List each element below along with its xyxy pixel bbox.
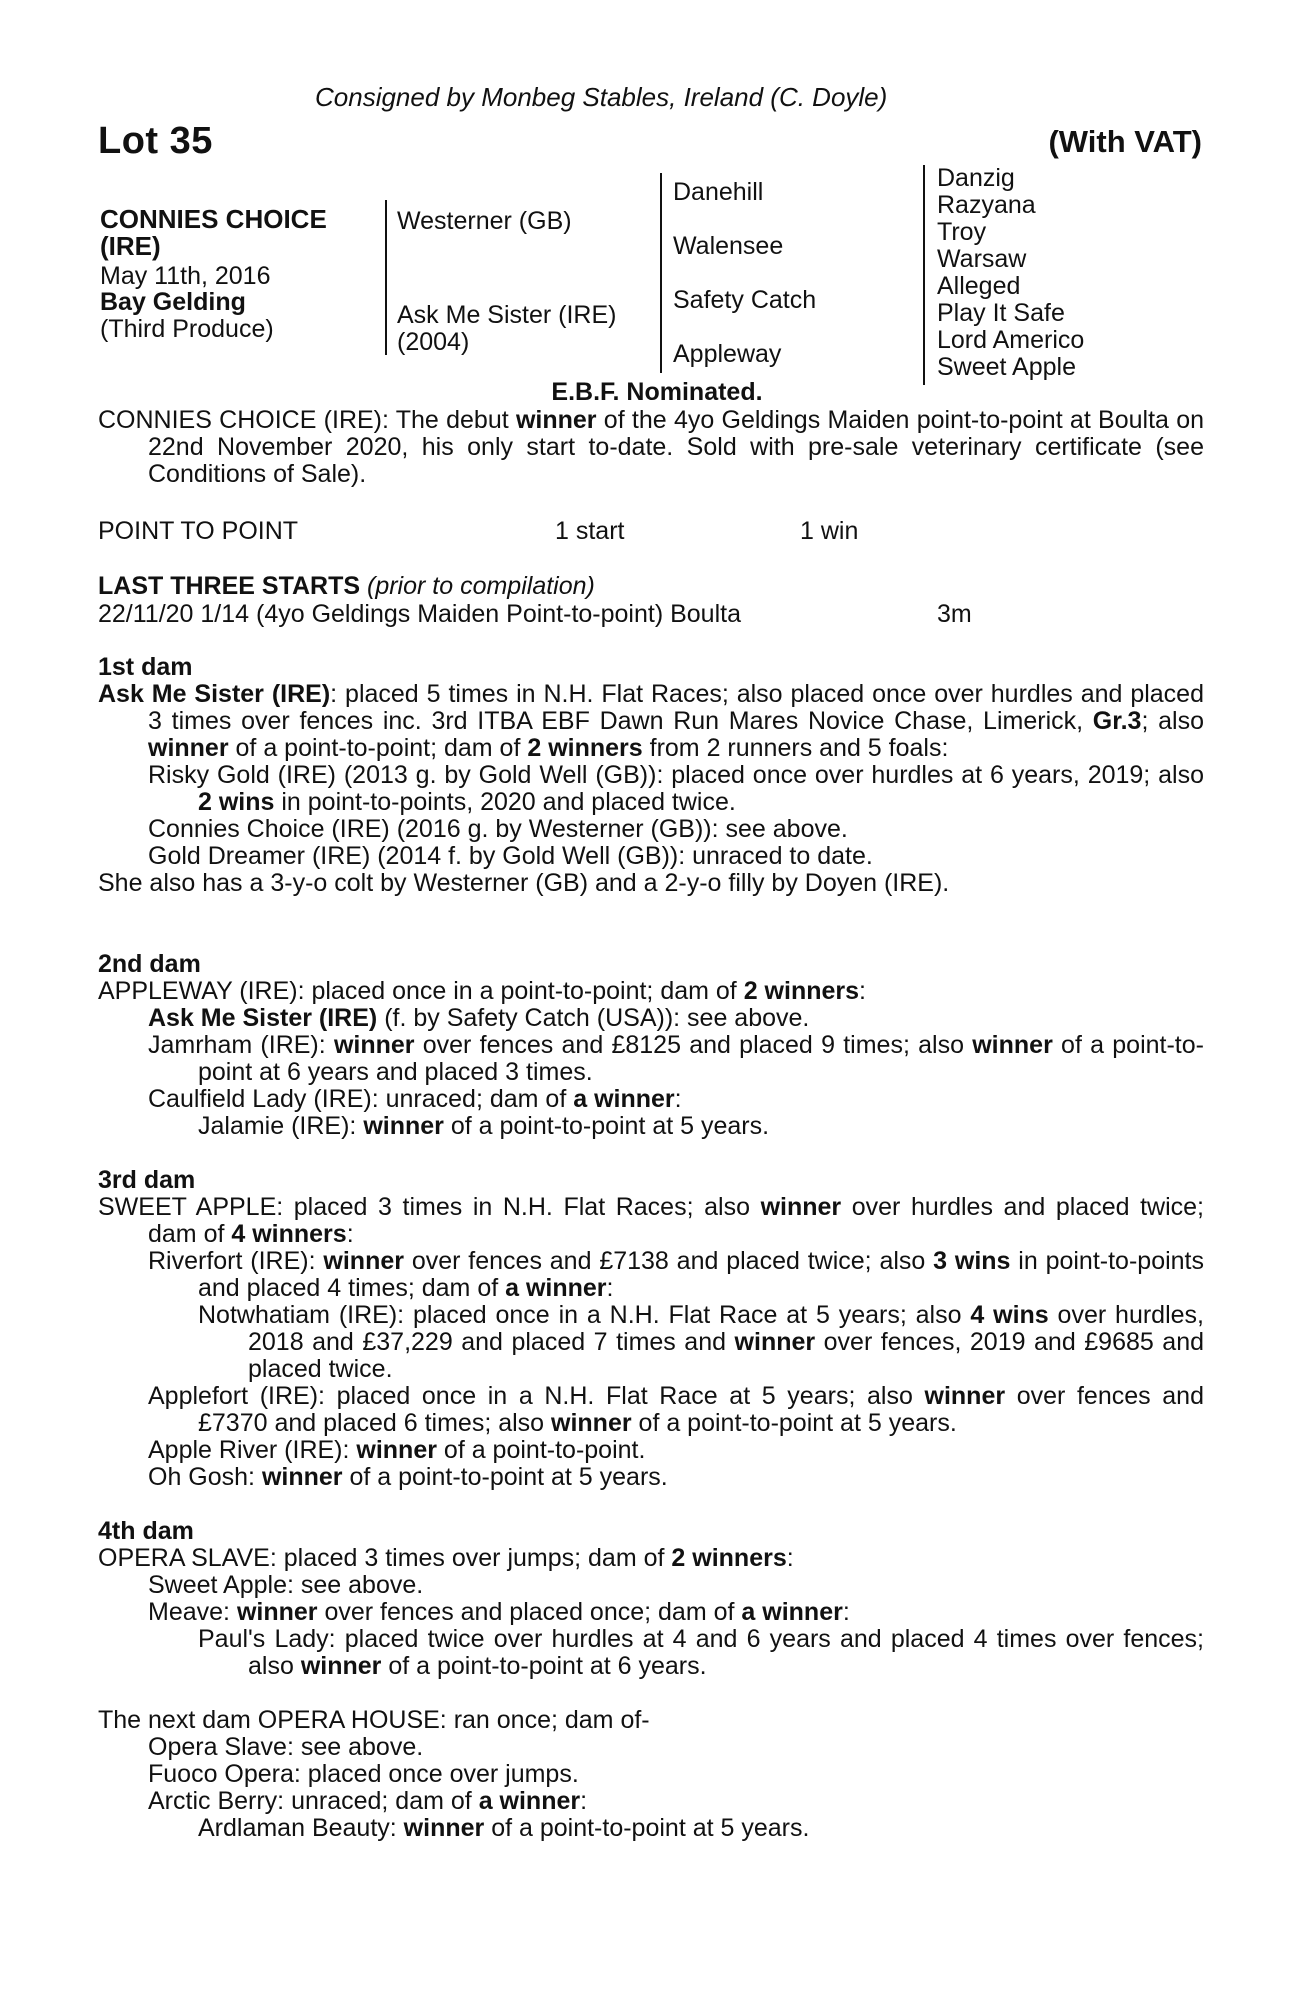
first-dam-also: She also has a 3-y-o colt by Westerner (GB) and a 2-y-o filly by Doyen (IRE). bbox=[98, 869, 950, 897]
horse-dob: May 11th, 2016 bbox=[100, 262, 271, 290]
pedigree-gen3-8: Sweet Apple bbox=[937, 353, 1076, 381]
next-dam-text: The next dam OPERA HOUSE: ran once; dam of- bbox=[98, 1706, 650, 1734]
pedigree-gen2-4: Appleway bbox=[673, 340, 782, 368]
pedigree-gen3-1: Danzig bbox=[937, 164, 1015, 192]
next-dam-grandproduce-1: Ardlaman Beauty: winner of a point-to-point at 5 years. bbox=[198, 1814, 810, 1842]
second-dam-produce-1: Ask Me Sister (IRE) (f. by Safety Catch (USA)): see above. bbox=[148, 1004, 810, 1032]
pedigree-bracket-2 bbox=[660, 173, 662, 373]
pedigree-gen3-2: Razyana bbox=[937, 191, 1036, 219]
horse-name: CONNIES CHOICE (IRE) bbox=[100, 204, 327, 261]
first-dam-section bbox=[98, 654, 1204, 897]
pedigree-gen3-3: Troy bbox=[937, 218, 987, 246]
first-dam-text: Ask Me Sister (IRE): placed 5 times in N.H. Flat Races; also placed once over hurdles and placed 3 times over fences inc. 3rd ITBA EBF Dawn Run Mares Novice Chase, Limerick, Gr.3; also winner of a point-to-point; dam of 2 winners from 2 runners and 5 foals: bbox=[98, 680, 1204, 762]
second-dam-produce-2: Jamrham (IRE): winner over fences and £8125 and placed 9 times; also winner of a point-to-point at 6 years and placed 3 times. bbox=[148, 1031, 1204, 1086]
pedigree-gen2-2: Walensee bbox=[673, 232, 784, 260]
horse-sex: Bay Gelding bbox=[100, 288, 246, 316]
pedigree-sire: Westerner (GB) bbox=[397, 207, 572, 235]
vat-note: (With VAT) bbox=[1048, 124, 1202, 159]
fourth-dam-heading: 4th dam bbox=[98, 1517, 194, 1545]
pedigree-gen2-3: Safety Catch bbox=[673, 286, 817, 314]
pedigree-dam: Ask Me Sister (IRE) bbox=[397, 301, 617, 329]
last-starts-row: 22/11/20 1/14 (4yo Geldings Maiden Point-to-point) Boulta bbox=[98, 600, 741, 628]
pedigree-gen2-1: Danehill bbox=[673, 178, 764, 206]
next-dam-section bbox=[98, 1707, 1204, 1842]
fourth-dam-section bbox=[98, 1518, 1204, 1680]
record-wins: 1 win bbox=[800, 517, 859, 545]
third-dam-produce-3: Apple River (IRE): winner of a point-to-point. bbox=[148, 1436, 646, 1464]
pedigree-bracket-3 bbox=[923, 165, 925, 385]
third-dam-produce-1: Riverfort (IRE): winner over fences and £7138 and placed twice; also 3 wins in point-to-points and placed 4 times; dam of a winner: bbox=[148, 1247, 1204, 1302]
third-dam-produce-2: Applefort (IRE): placed once in a N.H. Flat Race at 5 years; also winner over fences and £7370 and placed 6 times; also winner of a point-to-point at 5 years. bbox=[148, 1382, 1204, 1437]
fourth-dam-produce-1: Sweet Apple: see above. bbox=[148, 1571, 424, 1599]
first-dam-produce-2: Connies Choice (IRE) (2016 g. by Westerner (GB)): see above. bbox=[148, 815, 848, 843]
pedigree-bracket-1 bbox=[385, 200, 387, 355]
fourth-dam-text: OPERA SLAVE: placed 3 times over jumps; dam of 2 winners: bbox=[98, 1544, 794, 1572]
pedigree-gen3-7: Lord Americo bbox=[937, 326, 1085, 354]
first-dam-produce-1: Risky Gold (IRE) (2013 g. by Gold Well (GB)): placed once over hurdles at 6 years, 2019; also 2 wins in point-to-points, 2020 and placed twice. bbox=[148, 761, 1204, 816]
fourth-dam-grandproduce-1: Paul's Lady: placed twice over hurdles at 4 and 6 years and placed 4 times over fences; also winner of a point-to-point at 6 years. bbox=[198, 1625, 1204, 1680]
race-summary: CONNIES CHOICE (IRE): The debut winner of the 4yo Geldings Maiden point-to-point at Boulta on 22nd November 2020, his only start to-date. Sold with pre-sale veterinary certificate (see Conditions of Sale). bbox=[98, 406, 1204, 488]
third-dam-text: SWEET APPLE: placed 3 times in N.H. Flat Races; also winner over hurdles and placed twice; dam of 4 winners: bbox=[98, 1193, 1204, 1248]
third-dam-produce-4: Oh Gosh: winner of a point-to-point at 5 years. bbox=[148, 1463, 668, 1491]
third-dam-grandproduce-1: Notwhatiam (IRE): placed once in a N.H. Flat Race at 5 years; also 4 wins over hurdles, 2018 and £37,229 and placed 7 times and winner over fences, 2019 and £9685 and placed twice. bbox=[198, 1301, 1205, 1383]
pedigree-gen3-6: Play It Safe bbox=[937, 299, 1065, 327]
last-starts-heading: LAST THREE STARTS (prior to compilation) bbox=[98, 572, 595, 600]
next-dam-produce-1: Opera Slave: see above. bbox=[148, 1733, 424, 1761]
second-dam-heading: 2nd dam bbox=[98, 950, 201, 978]
consignor-line: Consigned by Monbeg Stables, Ireland (C. Doyle) bbox=[315, 82, 888, 112]
pedigree-gen3-4: Warsaw bbox=[937, 245, 1027, 273]
third-dam-section bbox=[98, 1167, 1204, 1491]
ebf-note: E.B.F. Nominated. bbox=[551, 378, 763, 406]
second-dam-produce-3: Caulfield Lady (IRE): unraced; dam of a winner: bbox=[148, 1085, 682, 1113]
second-dam-section bbox=[98, 951, 1204, 1140]
last-starts-distance: 3m bbox=[937, 600, 972, 628]
third-dam-heading: 3rd dam bbox=[98, 1166, 196, 1194]
second-dam-text: APPLEWAY (IRE): placed once in a point-to-point; dam of 2 winners: bbox=[98, 977, 866, 1005]
horse-produce: (Third Produce) bbox=[100, 315, 274, 343]
second-dam-grandproduce-1: Jalamie (IRE): winner of a point-to-point at 5 years. bbox=[198, 1112, 770, 1140]
first-dam-heading: 1st dam bbox=[98, 653, 193, 681]
next-dam-produce-3: Arctic Berry: unraced; dam of a winner: bbox=[148, 1787, 588, 1815]
pedigree-dam-year: (2004) bbox=[397, 328, 470, 356]
lot-number: Lot 35 bbox=[98, 120, 213, 162]
fourth-dam-produce-2: Meave: winner over fences and placed once; dam of a winner: bbox=[148, 1598, 850, 1626]
pedigree-gen3-5: Alleged bbox=[937, 272, 1021, 300]
record-starts: 1 start bbox=[555, 517, 625, 545]
next-dam-produce-2: Fuoco Opera: placed once over jumps. bbox=[148, 1760, 579, 1788]
record-label: POINT TO POINT bbox=[98, 517, 299, 545]
first-dam-produce-3: Gold Dreamer (IRE) (2014 f. by Gold Well (GB)): unraced to date. bbox=[148, 842, 873, 870]
